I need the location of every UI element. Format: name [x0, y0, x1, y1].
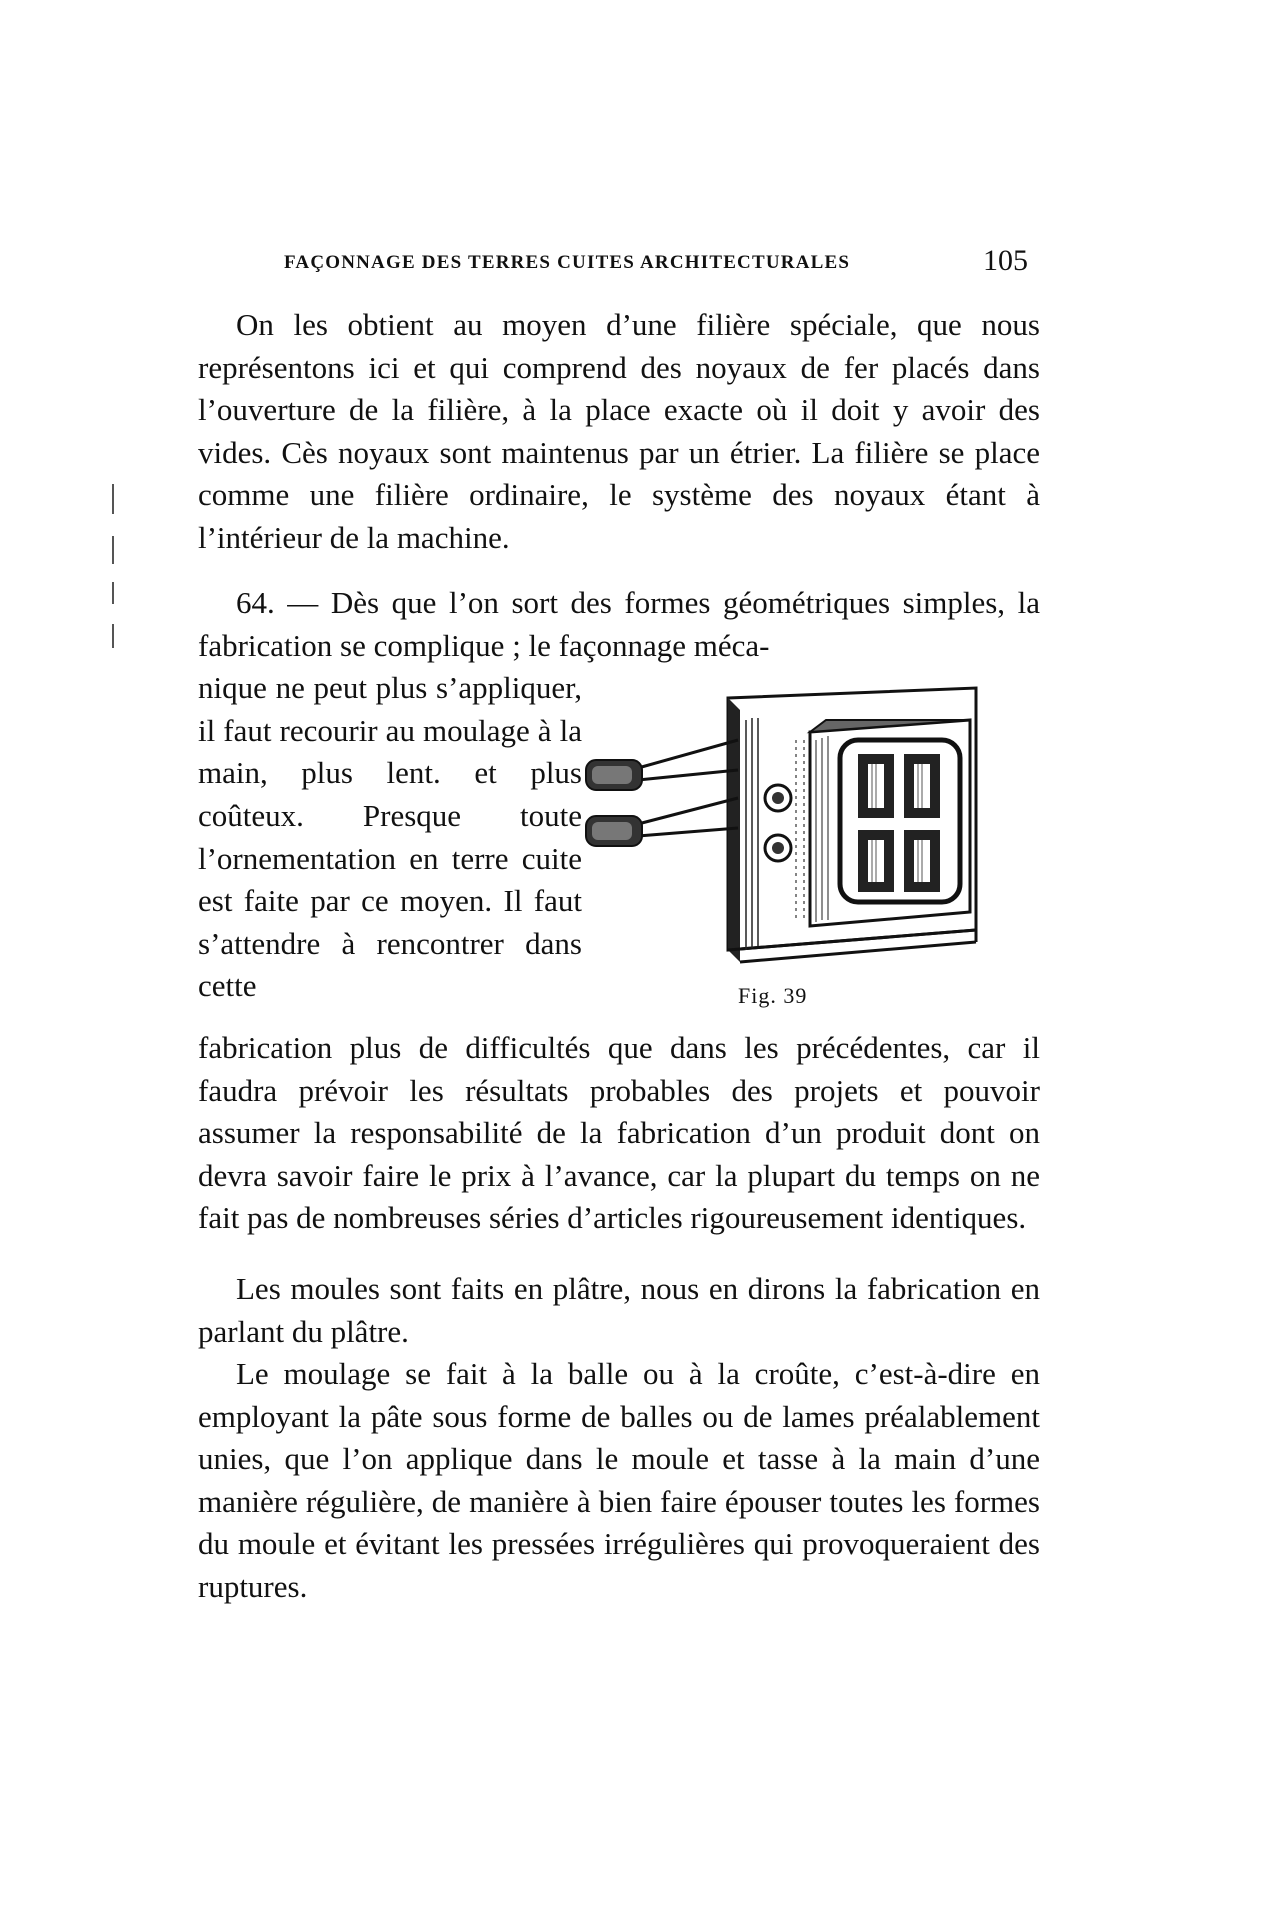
paragraph-moulage — [198, 1353, 1040, 1609]
figure-caption: Fig. 39 — [738, 983, 808, 1008]
running-head-title: FAÇONNAGE DES TERRES CUITES ARCHITECTURALES — [284, 252, 851, 273]
extrusion-die-illustration-icon — [578, 680, 1010, 1010]
paragraph-filiere — [198, 304, 1040, 560]
paragraph-wrapped-text: nique ne peut plus s’appliquer, il faut recourir au moulage à la main, plus lent. et plus coûteux. Presque toute l’ornementation en terre cuite est faite par ce moyen. Il faut s’attendre à rencontrer dans cette — [198, 670, 582, 1004]
rod-heads — [586, 760, 642, 846]
paragraph-text: Les moules sont faits en plâtre, nous en dirons la fabrication en parlant du plâtre. — [198, 1271, 1040, 1349]
running-head — [200, 244, 1050, 284]
paragraph-fabrication — [198, 1027, 1040, 1240]
paragraph-lead-text: 64. — Dès que l’on sort des formes géométriques simples, la fabrication se complique ; le façonnage méca- — [198, 585, 1040, 663]
paragraph-moules — [198, 1268, 1040, 1353]
page-number: 105 — [983, 244, 1028, 277]
paragraph-text: Le moulage se fait à la balle ou à la croûte, c’est-à-dire en employant la pâte sous forme de balles ou de lames préalablement unies, que l’on applique dans le moule et tasse à la main d’une manière régulière, de manière à bien faire épouser toutes les formes du moule et évitant les pressées irrégulières qui provoqueraient des ruptures. — [198, 1356, 1040, 1604]
paragraph-text: fabrication plus de difficultés que dans les précédentes, car il faudra prévoir les résultats probables des projets et pouvoir assumer la responsabilité de la fabrication d’un produit dont on devra savoir faire le prix à l’avance, car la plupart du temps on ne fait pas de nombreuses séries d’articles rigoureusement identiques. — [198, 1030, 1040, 1236]
figure-39 — [578, 680, 1010, 1010]
paragraph-text: On les obtient au moyen d’une filière spéciale, que nous représentons ici et qui comprend des noyaux de fer placés dans l’ouverture de la filière, à la place exacte où il doit y avoir des vides. Cès noyaux sont maintenus par un étrier. La filière se place comme une filière ordinaire, le système des noyaux étant à l’intérieur de la machine. — [198, 307, 1040, 555]
margin-marks — [112, 484, 116, 654]
